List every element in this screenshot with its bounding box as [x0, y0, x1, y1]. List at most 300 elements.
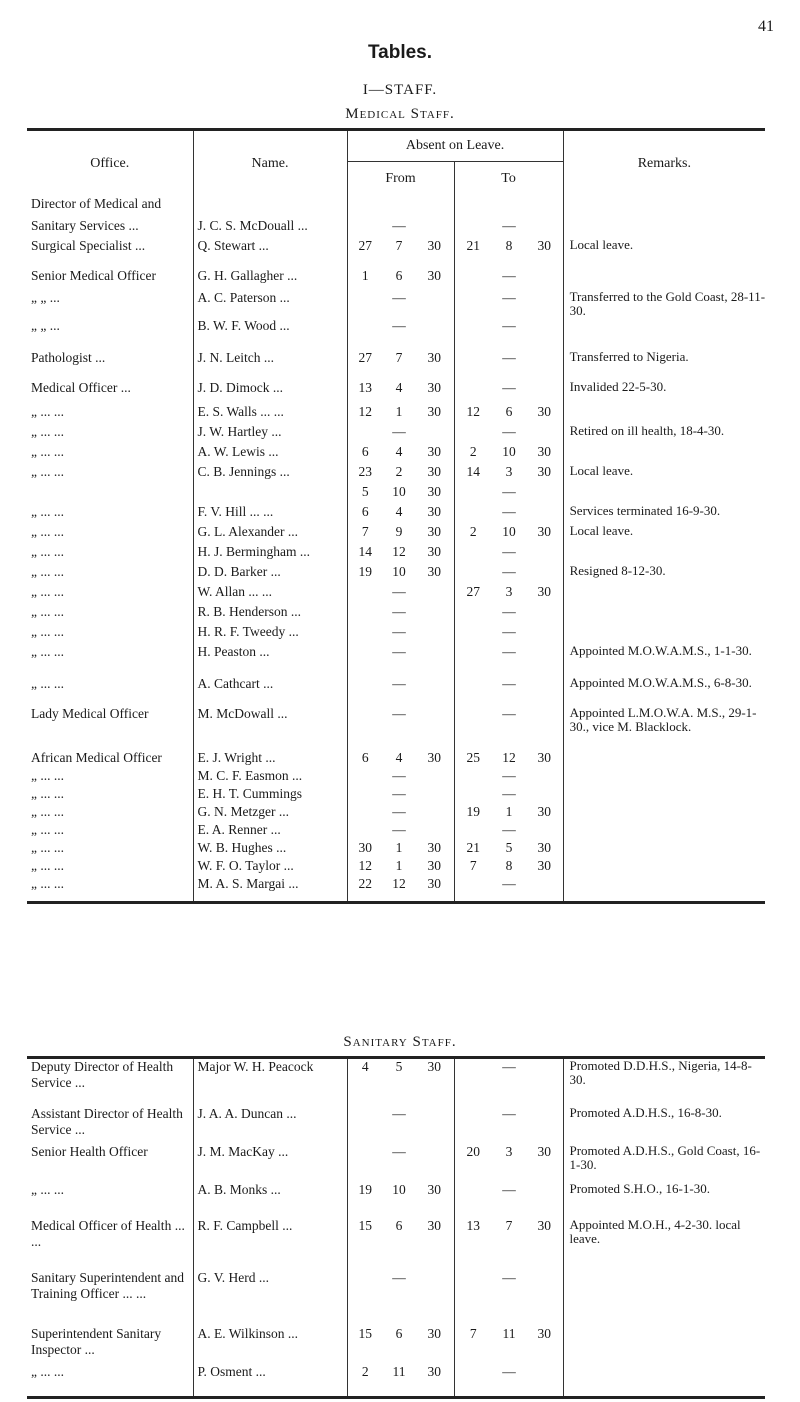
cell-t2: —: [502, 676, 516, 691]
header-to: To: [454, 162, 563, 197]
cell-t3: [526, 1106, 563, 1144]
cell-office: „ ... ...: [31, 604, 64, 619]
cell-t2: —: [502, 350, 516, 365]
cell-f2: 6: [395, 1217, 403, 1233]
cell-f2: —: [392, 768, 406, 783]
cell-remarks: Local leave.: [563, 464, 765, 484]
sanitary-staff-heading: Sanitary Staff.: [343, 1034, 457, 1050]
cell-t1: [454, 604, 492, 624]
cell-f1: 27: [347, 350, 383, 380]
table-row: [27, 290, 765, 318]
cell-f1: [347, 290, 383, 318]
cell-t2: —: [502, 318, 516, 333]
cell-remarks: [563, 604, 765, 624]
cell-f2: —: [392, 822, 406, 837]
cell-remarks: Local leave.: [563, 238, 765, 268]
cell-f1: 6: [347, 444, 383, 464]
cell-f1: [347, 624, 383, 644]
cell-t3: [526, 218, 563, 238]
cell-office: Senior Medical Officer: [31, 268, 156, 283]
cell-name: E. A. Renner ...: [193, 822, 347, 840]
table-row: [27, 1270, 765, 1326]
cell-name: [193, 196, 347, 218]
cell-name: R. F. Campbell ...: [193, 1218, 347, 1270]
cell-t1: [454, 196, 492, 218]
cell-t2: —: [502, 644, 516, 659]
cell-f2: —: [392, 424, 406, 439]
cell-f3: [415, 1270, 454, 1326]
sanitary-staff-table: [27, 1056, 765, 1399]
table-row: [27, 840, 765, 858]
cell-f3: [415, 804, 454, 822]
cell-f1: 6: [347, 504, 383, 524]
cell-t1: 21: [454, 840, 492, 858]
cell-f2: —: [392, 786, 406, 801]
cell-name: M. A. S. Margai ...: [193, 876, 347, 902]
cell-t2: 8: [505, 858, 513, 873]
cell-remarks: Appointed M.O.W.A.M.S., 6-8-30.: [563, 676, 765, 706]
cell-f1: [347, 1270, 383, 1326]
cell-t3: [526, 822, 563, 840]
cell-f2: 7: [395, 238, 403, 253]
cell-f1: 19: [347, 564, 383, 584]
cell-t1: [454, 544, 492, 564]
cell-f3: [415, 584, 454, 604]
cell-f1: [347, 768, 383, 786]
cell-f3: 30: [427, 524, 441, 539]
cell-t2: —: [502, 786, 516, 801]
cell-f2: 4: [395, 444, 403, 459]
cell-f2: [383, 196, 415, 218]
table-row: [27, 750, 765, 768]
cell-f1: [347, 424, 383, 444]
cell-t3: 30: [537, 858, 552, 873]
cell-t1: [454, 876, 492, 902]
cell-t1: 7: [454, 1326, 492, 1364]
cell-t2: —: [502, 624, 516, 639]
cell-f1: 14: [347, 544, 383, 564]
cell-name: J. A. A. Duncan ...: [193, 1106, 347, 1144]
cell-f3: 30: [427, 840, 441, 855]
cell-office: Pathologist ...: [31, 350, 106, 365]
cell-t3: [526, 196, 563, 218]
cell-name: D. D. Barker ...: [193, 564, 347, 584]
cell-f3: 30: [427, 404, 441, 419]
cell-t1: 27: [454, 584, 492, 604]
cell-f1: [347, 1144, 383, 1182]
cell-t3: [526, 1058, 563, 1106]
cell-t1: 21: [454, 238, 492, 268]
cell-name: A. Cathcart ...: [193, 676, 347, 706]
table-row: [27, 1058, 765, 1106]
cell-t3: [526, 504, 563, 524]
cell-f1: 22: [347, 876, 383, 902]
cell-office: „ ... ...: [31, 804, 64, 819]
cell-t3: [526, 268, 563, 290]
cell-t1: [454, 268, 492, 290]
cell-f3: 30: [427, 268, 441, 283]
cell-office: „ „ ...: [31, 318, 60, 333]
cell-remarks: [563, 444, 765, 464]
cell-t1: [454, 624, 492, 644]
cell-f3: 30: [427, 504, 441, 519]
cell-office: Deputy Director of Health Service ...: [31, 1059, 174, 1090]
cell-remarks: [563, 268, 765, 290]
cell-t1: [454, 1364, 492, 1398]
cell-office: „ ... ...: [31, 644, 64, 659]
table-row: [27, 1144, 765, 1182]
cell-f2: —: [392, 706, 406, 721]
cell-f1: 15: [347, 1326, 383, 1364]
cell-t3: 30: [537, 584, 552, 599]
cell-f1: 13: [347, 380, 383, 404]
cell-f3: 30: [427, 564, 441, 579]
cell-remarks: Promoted D.D.H.S., Nigeria, 14-8-30.: [563, 1058, 765, 1106]
cell-f3: 30: [415, 876, 454, 902]
table-row: [27, 822, 765, 840]
medical-staff-heading: Medical Staff.: [345, 106, 455, 122]
table-row: [27, 584, 765, 604]
cell-name: E. J. Wright ...: [193, 750, 347, 768]
table-row: [27, 876, 765, 902]
cell-office: Senior Health Officer: [31, 1143, 148, 1159]
cell-remarks: Local leave.: [563, 524, 765, 544]
cell-t1: [454, 1182, 492, 1218]
cell-office: „ ... ...: [31, 524, 64, 539]
cell-t3: 30: [537, 1143, 551, 1159]
cell-f3: [415, 1144, 454, 1182]
cell-t2: —: [502, 380, 516, 395]
cell-office: Superintendent Sanitary Inspector ...: [31, 1325, 162, 1357]
cell-f3: 30: [427, 350, 441, 365]
cell-t1: [454, 786, 492, 804]
cell-f2: 5: [395, 1059, 403, 1074]
cell-t1: [454, 564, 492, 584]
cell-f2: —: [392, 1105, 406, 1121]
cell-f2: 12: [392, 544, 406, 559]
cell-t3: 30: [537, 840, 552, 855]
cell-name: A. B. Monks ...: [193, 1182, 347, 1218]
cell-f1: 19: [347, 1182, 383, 1218]
cell-t3: [526, 1182, 563, 1218]
cell-remarks: [563, 804, 765, 822]
cell-remarks: Promoted A.D.H.S., Gold Coast, 16-1-30.: [563, 1144, 765, 1182]
cell-f2: 1: [395, 858, 403, 873]
cell-f2: —: [392, 318, 406, 333]
table-row: [27, 544, 765, 564]
cell-t3: 30: [537, 1325, 551, 1341]
cell-f2: —: [392, 676, 406, 691]
cell-t2: —: [502, 504, 516, 519]
cell-name: B. W. F. Wood ...: [193, 318, 347, 350]
cell-name: F. V. Hill ... ...: [193, 504, 347, 524]
cell-f3: [415, 318, 454, 350]
cell-t1: [454, 644, 492, 676]
cell-f1: [347, 804, 383, 822]
cell-name: J. N. Leitch ...: [193, 350, 347, 380]
cell-t3: [526, 424, 563, 444]
cell-t3: 30: [537, 238, 552, 253]
cell-office: „ „ ...: [31, 290, 60, 305]
cell-remarks: [563, 1364, 765, 1398]
cell-t2: —: [502, 424, 516, 439]
cell-t1: 14: [454, 464, 492, 484]
cell-f1: 12: [347, 404, 383, 424]
cell-remarks: [563, 876, 765, 902]
cell-f2: 9: [395, 524, 403, 539]
cell-name: G. N. Metzger ...: [193, 804, 347, 822]
cell-t1: 19: [454, 804, 492, 822]
table-row: [27, 350, 765, 380]
cell-remarks: [563, 750, 765, 768]
cell-name: Major W. H. Peacock: [193, 1058, 347, 1106]
cell-t1: [454, 424, 492, 444]
cell-f1: [347, 1106, 383, 1144]
cell-office: „ ... ...: [31, 584, 64, 599]
cell-t1: 12: [454, 404, 492, 424]
header-from: From: [347, 162, 454, 197]
cell-f3: [415, 218, 454, 238]
table-row: [27, 786, 765, 804]
table-row: [27, 676, 765, 706]
cell-f1: [347, 318, 383, 350]
cell-f2: 10: [392, 484, 406, 499]
table-row: [27, 238, 765, 268]
cell-f3: [415, 822, 454, 840]
cell-f2: 10: [392, 564, 406, 579]
cell-t2: —: [502, 604, 516, 619]
cell-t3: [526, 706, 563, 750]
cell-office: Sanitary Superintendent and Training Officer ... ...: [31, 1269, 184, 1301]
cell-f1: 12: [347, 858, 383, 876]
cell-name: Q. Stewart ...: [193, 238, 347, 268]
cell-t1: [454, 822, 492, 840]
cell-f3: 30: [427, 1325, 441, 1341]
cell-office: „ ... ...: [31, 624, 64, 639]
cell-name: A. E. Wilkinson ...: [193, 1326, 347, 1364]
table-row: [27, 604, 765, 624]
header-name: Name.: [193, 130, 347, 197]
cell-name: J. C. S. McDouall ...: [193, 218, 347, 238]
cell-name: C. B. Jennings ...: [193, 464, 347, 484]
cell-office: „ ... ...: [31, 404, 64, 419]
cell-f2: —: [392, 584, 406, 599]
cell-t2: —: [502, 218, 516, 233]
cell-f2: 4: [395, 504, 403, 519]
cell-office: „ ... ...: [31, 544, 64, 559]
cell-f1: [347, 196, 383, 218]
cell-f2: 1: [395, 840, 403, 855]
cell-f2: —: [392, 604, 406, 619]
cell-t2: —: [502, 822, 516, 837]
cell-t1: 2: [454, 524, 492, 544]
cell-office: „ ... ...: [31, 768, 64, 783]
cell-t3: 30: [537, 464, 552, 479]
cell-name: W. F. O. Taylor ...: [193, 858, 347, 876]
cell-t1: [454, 290, 492, 318]
cell-t3: 30: [537, 404, 552, 419]
cell-f1: 30: [347, 840, 383, 858]
cell-t2: —: [492, 1364, 526, 1398]
cell-remarks: Promoted S.H.O., 16-1-30.: [563, 1182, 765, 1218]
cell-t2: —: [502, 768, 516, 783]
table-row: [27, 218, 765, 238]
cell-f3: 30: [427, 484, 441, 499]
table-row: [27, 624, 765, 644]
cell-remarks: [563, 318, 765, 350]
cell-remarks: Promoted A.D.H.S., 16-8-30.: [563, 1106, 765, 1144]
cell-t2: —: [502, 1059, 516, 1074]
cell-f1: 15: [347, 1218, 383, 1270]
cell-t2: —: [502, 1181, 516, 1197]
cell-office: African Medical Officer: [31, 750, 162, 765]
cell-f1: 27: [347, 238, 383, 268]
cell-office: „ ... ...: [31, 858, 64, 873]
cell-t3: [526, 644, 563, 676]
cell-name: G. L. Alexander ...: [193, 524, 347, 544]
cell-name: M. C. F. Easmon ...: [193, 768, 347, 786]
table-row: [27, 524, 765, 544]
cell-f1: 6: [347, 750, 383, 768]
table-row: [27, 804, 765, 822]
cell-office: Lady Medical Officer: [31, 706, 149, 721]
cell-f3: [415, 1106, 454, 1144]
table-row: [27, 706, 765, 750]
cell-t1: [454, 768, 492, 786]
cell-office: „ ... ...: [31, 822, 64, 837]
table-row: [27, 318, 765, 350]
cell-remarks: [563, 544, 765, 564]
cell-t2: 10: [502, 524, 516, 539]
cell-name: [193, 484, 347, 504]
cell-f3: [415, 604, 454, 624]
cell-t3: [526, 876, 563, 902]
cell-office: „ ... ...: [31, 840, 64, 855]
table-row: [27, 444, 765, 464]
cell-f3: 30: [427, 1059, 441, 1074]
cell-f3: 30: [415, 1364, 454, 1398]
cell-t3: [526, 484, 563, 504]
cell-f2: —: [392, 624, 406, 639]
table-row: [27, 858, 765, 876]
page-title: Tables.: [367, 42, 433, 63]
cell-name: P. Osment ...: [193, 1364, 347, 1398]
cell-t2: 11: [502, 1325, 516, 1341]
cell-remarks: [563, 624, 765, 644]
cell-office: „ ... ...: [31, 564, 64, 579]
cell-f3: 30: [427, 750, 441, 765]
cell-name: E. S. Walls ... ...: [193, 404, 347, 424]
cell-f3: [415, 424, 454, 444]
cell-t1: [454, 484, 492, 504]
cell-f1: 5: [347, 484, 383, 504]
section-title: I—STAFF.: [362, 82, 438, 98]
cell-t1: [454, 706, 492, 750]
cell-f1: 1: [347, 268, 383, 290]
cell-t3: 30: [537, 750, 552, 765]
cell-t2: 3: [505, 464, 513, 479]
cell-remarks: [563, 1326, 765, 1364]
cell-remarks: [563, 484, 765, 504]
cell-remarks: [563, 196, 765, 218]
cell-t3: [526, 564, 563, 584]
cell-name: J. M. MacKay ...: [193, 1144, 347, 1182]
cell-office: Medical Officer ...: [31, 380, 131, 395]
cell-f3: [415, 196, 454, 218]
cell-t2: —: [502, 290, 516, 305]
cell-t3: [526, 318, 563, 350]
cell-f2: 1: [395, 404, 403, 419]
cell-f1: [347, 644, 383, 676]
cell-remarks: [563, 768, 765, 786]
medical-staff-table: [27, 128, 765, 904]
cell-name: A. C. Paterson ...: [193, 290, 347, 318]
cell-f2: —: [392, 290, 406, 305]
cell-t3: [526, 544, 563, 564]
cell-t1: 2: [454, 444, 492, 464]
cell-office: „ ... ...: [27, 876, 193, 902]
cell-t2: 6: [505, 404, 513, 419]
cell-f3: 30: [427, 238, 441, 253]
cell-t3: [526, 1364, 563, 1398]
cell-t3: 30: [537, 444, 552, 459]
cell-f1: 2: [347, 1364, 383, 1398]
cell-f1: [347, 604, 383, 624]
cell-remarks: Appointed M.O.W.A.M.S., 1-1-30.: [563, 644, 765, 676]
cell-t2: 1: [505, 804, 513, 819]
table-row: [27, 380, 765, 404]
table-row: [27, 768, 765, 786]
table-row: [27, 1326, 765, 1364]
cell-t1: [454, 1058, 492, 1106]
cell-remarks: [563, 1270, 765, 1326]
cell-remarks: Transferred to the Gold Coast, 28-11-30.: [563, 290, 765, 318]
cell-f2: 10: [392, 1181, 406, 1197]
cell-f2: —: [392, 1269, 406, 1285]
cell-remarks: [563, 840, 765, 858]
cell-f1: [347, 676, 383, 706]
cell-office: „ ... ...: [31, 676, 64, 691]
cell-f1: 23: [347, 464, 383, 484]
table-row: [27, 484, 765, 504]
page-number: 41: [758, 18, 774, 35]
cell-f3: 30: [427, 544, 441, 559]
cell-f1: 4: [347, 1058, 383, 1106]
cell-remarks: [563, 584, 765, 604]
cell-t2: —: [502, 268, 516, 283]
table-row: [27, 268, 765, 290]
cell-t2: —: [492, 876, 526, 902]
cell-remarks: Appointed M.O.H., 4-2-30. local leave.: [563, 1218, 765, 1270]
cell-t2: 8: [505, 238, 513, 253]
header-remarks: Remarks.: [563, 130, 765, 197]
cell-f3: 30: [427, 1217, 441, 1233]
cell-f1: [347, 218, 383, 238]
cell-f2: 6: [395, 268, 403, 283]
cell-f2: 4: [395, 380, 403, 395]
cell-t3: [526, 676, 563, 706]
cell-remarks: [563, 822, 765, 840]
cell-f3: [415, 768, 454, 786]
cell-remarks: Appointed L.M.O.W.A. M.S., 29-1-30., vice M. Blacklock.: [563, 706, 765, 750]
table-row: [27, 196, 765, 218]
cell-remarks: Retired on ill health, 18-4-30.: [563, 424, 765, 444]
cell-t1: 20: [454, 1144, 492, 1182]
cell-name: E. H. T. Cummings: [193, 786, 347, 804]
cell-f3: [415, 786, 454, 804]
cell-t2: —: [502, 1105, 516, 1121]
cell-name: H. Peaston ...: [193, 644, 347, 676]
